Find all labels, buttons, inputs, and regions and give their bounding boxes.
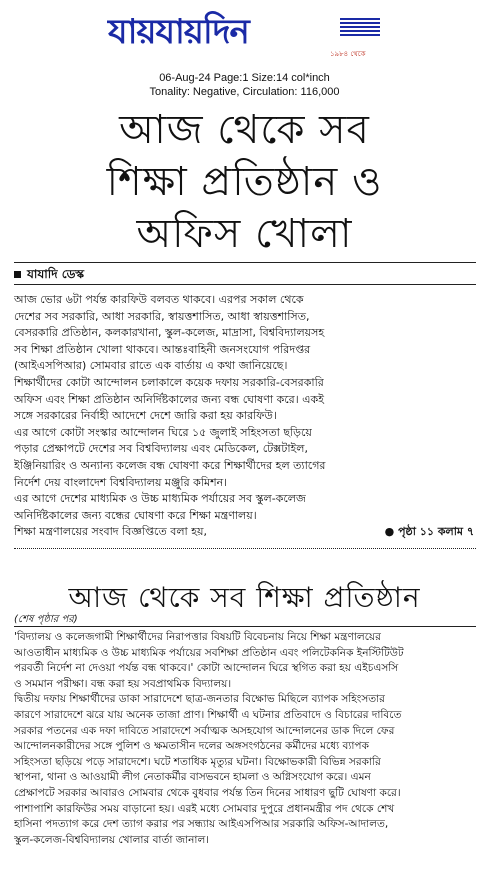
article-line: দেশের সব সরকারি, আধা সরকারি, স্বায়ত্তশাসিত, আধা স্বায়ত্তশাসিত,: [14, 309, 310, 323]
clip-meta-tonality: Tonality: Negative, Circulation: 116,000: [149, 86, 340, 98]
logo-text: যায়যায়দিন: [108, 12, 249, 52]
article-line: পরবর্তী নির্দেশ না দেওয়া পর্যন্ত বন্ধ থাকবে।' কোটা আন্দোলন ঘিরে স্থগিত করা হয় এইচএসসি: [14, 662, 399, 675]
article-line: অফিস এবং শিক্ষা প্রতিষ্ঠান অনির্দিষ্টকালের জন্য বন্ধ ঘোষণা করে। একই: [14, 392, 324, 406]
continuation-body: [14, 630, 476, 848]
divider: [14, 262, 476, 263]
article-line: সঙ্গে সরকারের নির্বাহী আদেশে দেশে জারি করা হয় কারফিউ।: [14, 409, 277, 423]
article-line: নির্দেশ দেয় বাংলাদেশ বিশ্ববিদ্যালয় মঞ্জুরি কমিশন।: [14, 475, 228, 489]
article-line: পাশাপাশি কারফিউর সময় বাড়ানো হয়। এরই মধ্যে সোমবার দুপুরে প্রধানমন্ত্রীর পদ থেকে শেখ: [14, 802, 395, 815]
logo-year: ১৯৮৪ থেকে: [330, 50, 366, 58]
article-line: 'বিদ্যালয় ও কলেজগামী শিক্ষার্থীদের নিরাপত্তার বিষয়টি বিবেচনায় নিয়ে শিক্ষা মন্ত্রণালয়ের: [14, 631, 381, 643]
continuation-headline: আজ থেকে সব শিক্ষা প্রতিষ্ঠান: [68, 581, 421, 614]
divider: [14, 284, 476, 285]
byline: [14, 266, 84, 286]
continued-on-ref: ● পৃষ্ঠা ১১ কলাম ৭: [384, 525, 474, 539]
article-line: স্কুল-কলেজ-বিশ্ববিদ্যালয় খোলার বার্তা জানাল।: [14, 833, 210, 846]
article-line: কারণে সারাদেশে ঝরে যায় অনেক তাজা প্রাণ। শিক্ষার্থী এ ঘটনার প্রতিবাদে ও বিচারের দাবিতে: [14, 708, 402, 721]
square-bullet-icon: [14, 271, 21, 278]
article-line: দ্বিতীয় দফায় শিক্ষার্থীদের ডাকা সারাদেশে ছাত্র-জনতার বিক্ষোভ মিছিলে ব্যাপক সহিংসতার: [14, 693, 385, 706]
article-line: সব শিক্ষা প্রতিষ্ঠান খোলা থাকবে। আন্তঃবাহিনী জনসংযোগ পরিদপ্তর: [14, 342, 311, 356]
article-line: শিক্ষা মন্ত্রণালয়ের সংবাদ বিজ্ঞপ্তিতে বলা হয়,: [14, 525, 207, 539]
article-line: হাসিনা পদত্যাগ করে দেশ ত্যাগ করার পর সন্ধ্যায় আইএসপিআর সরকারি অফিস-আদালত,: [14, 818, 389, 831]
article-line: আজ ভোর ৬টা পর্যন্ত কারফিউ বলবত থাকবে। এরপর সকাল থেকে: [14, 293, 304, 306]
article-line: বেসরকারি প্রতিষ্ঠান, কলকারখানা, স্কুল-কলেজ, মাদ্রাসা, বিশ্ববিদ্যালয়সহ: [14, 326, 325, 340]
byline-text: যাযাদি ডেস্ক: [27, 267, 85, 281]
cut-line: [14, 548, 476, 549]
logo-stripes: [340, 18, 380, 40]
divider: [14, 626, 476, 627]
article-line: অনির্দিষ্টকালের জন্য বন্ধের ঘোষণা করে শিক্ষা মন্ত্রণালয়।: [14, 508, 257, 522]
article-body: [14, 292, 474, 541]
article-line: সহিংসতা ছড়িয়ে পড়ে সারাদেশে। ঘটে শতাধিক মৃত্যুর ঘটনা। বিক্ষোভকারী বিভিন্ন সরকারি: [14, 755, 381, 768]
article-line: ও সমমান পরীক্ষা। বন্ধ করা হয় সবপ্রাথমিক বিদ্যালয়।: [14, 677, 232, 690]
article-line: শিক্ষার্থীদের কোটা আন্দোলন চলাকালে কয়েক দফায় সরকারি-বেসরকারি: [14, 375, 324, 389]
continuation-note: (শেষ পৃষ্ঠার পর): [14, 614, 78, 625]
article-line: আওতাধীন মাধ্যমিক ও উচ্চ মাধ্যমিক পর্যায়ের সবশিক্ষা প্রতিষ্ঠান এবং পলিটেকনিক ইনস্টিটিউট: [14, 646, 404, 659]
article-line: আন্দোলনকারীদের সঙ্গে পুলিশ ও ক্ষমতাসীন দলের অঙ্গসংগঠনের কর্মীদের মধ্যে ব্যাপক: [14, 740, 369, 753]
article-line: প্রেক্ষাপটে সরকার আবারও সোমবার থেকে বুধবার পর্যন্ত তিন দিনের সাধারণ ছুটি ঘোষণা করে।: [14, 786, 401, 799]
article-last-row: [14, 524, 474, 541]
clip-meta-date-size: 06-Aug-24 Page:1 Size:14 col*inch: [159, 72, 330, 84]
headline-line-1: আজ থেকে সব: [119, 107, 370, 153]
article-line: স্থাপনা, থানা ও আওয়ামী লীগ নেতাকর্মীর বাসভবনে হামলা ও অগ্নিসংযোগ করে। এমন: [14, 771, 371, 784]
newspaper-logo: [108, 4, 378, 64]
headline-line-3: অফিস খোলা: [136, 211, 353, 257]
article-line: এর আগে দেশের মাধ্যমিক ও উচ্চ মাধ্যমিক পর্যায়ের সব স্কুল-কলেজ: [14, 492, 306, 506]
article-line: সরকার পতনের এক দফা দাবিতে সারাদেশে সর্বাত্মক অসহযোগ আন্দোলনের ডাক দিলে ফের: [14, 724, 395, 737]
headline-line-2: শিক্ষা প্রতিষ্ঠান ও: [106, 159, 383, 205]
article-line: পড়ার প্রেক্ষাপটে দেশের সব বিশ্ববিদ্যালয় এবং মেডিকেল, টেক্সটাইল,: [14, 442, 308, 456]
main-headline: [0, 104, 489, 260]
article-line: ইঞ্জিনিয়ারিং ও অন্যান্য কলেজ বন্ধ ঘোষণা করে শিক্ষার্থীদের হল ত্যাগের: [14, 458, 326, 472]
article-line: (আইএসপিআর) সোমবার রাতে এক বার্তায় এ কথা জানিয়েছে।: [14, 359, 288, 373]
masthead: [0, 0, 489, 70]
article-line: এর আগে কোটা সংস্কার আন্দোলন ঘিরে ১৫ জুলাই সহিংসতা ছড়িয়ে: [14, 425, 312, 439]
